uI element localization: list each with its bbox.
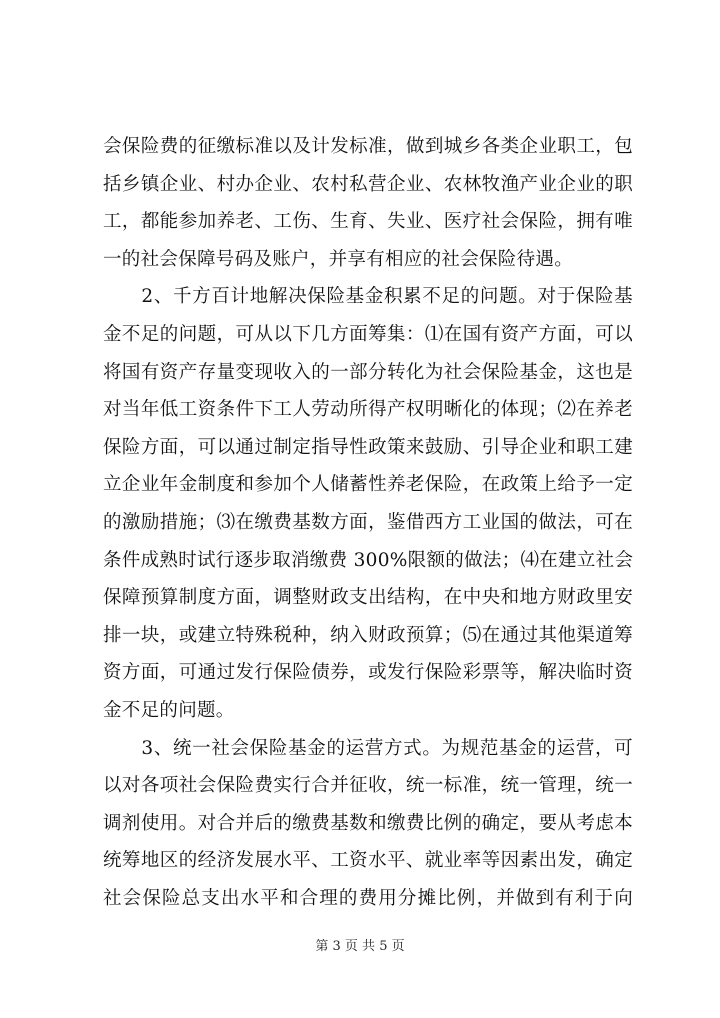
text-line: 金不足的问题，可从以下几方面筹集：⑴在国有资产方面，可以 (103, 323, 633, 345)
text-line: 条件成熟时试行逐步取消缴费 300%限额的做法；⑷在建立社会 (103, 549, 633, 571)
text-line: 括乡镇企业、村办企业、农村私营企业、农林牧渔产业企业的职 (103, 173, 633, 195)
text-line: 金不足的问题。 (103, 699, 235, 721)
text-line: 统筹地区的经济发展水平、工资水平、就业率等因素出发，确定 (103, 850, 633, 872)
text-line: 对当年低工资条件下工人劳动所得产权明晰化的体现；⑵在养老 (103, 399, 633, 421)
text-line: 以对各项社会保险费实行合并征收，统一标准，统一管理，统一 (103, 775, 633, 797)
text-line: 将国有资产存量变现收入的一部分转化为社会保险基金，这也是 (103, 361, 633, 383)
text-line: 一的社会保障号码及账户，并享有相应的社会保险待遇。 (103, 248, 574, 270)
text-line: 资方面，可通过发行保险债券，或发行保险彩票等，解决临时资 (103, 662, 633, 684)
text-line: 排一块，或建立特殊税种，纳入财政预算；⑸在通过其他渠道筹 (103, 624, 633, 646)
body-text (103, 128, 633, 917)
page-number-footer: 第 3 页 共 5 页 (315, 939, 405, 954)
text-line: 会保险费的征缴标准以及计发标准，做到城乡各类企业职工，包 (103, 136, 633, 157)
text-line: 的激励措施；⑶在缴费基数方面，鉴借西方工业国的做法，可在 (103, 511, 633, 533)
text-line: 社会保险总支出水平和合理的费用分摊比例，并做到有利于向 (103, 887, 633, 909)
text-line: 2、千方百计地解决保险基金积累不足的问题。对于保险基 (103, 286, 633, 308)
text-line: 保障预算制度方面，调整财政支出结构，在中央和地方财政里安 (103, 587, 633, 609)
text-line: 3、统一社会保险基金的运营方式。为规范基金的运营，可 (103, 737, 633, 759)
text-line: 立企业年金制度和参加个人储蓄性养老保险，在政策上给予一定 (103, 474, 633, 496)
text-line: 工，都能参加养老、工伤、生育、失业、医疗社会保险，拥有唯 (103, 211, 633, 233)
text-line: 调剂使用。对合并后的缴费基数和缴费比例的确定，要从考虑本 (103, 812, 633, 834)
text-line: 保险方面，可以通过制定指导性政策来鼓励、引导企业和职工建 (103, 436, 633, 458)
